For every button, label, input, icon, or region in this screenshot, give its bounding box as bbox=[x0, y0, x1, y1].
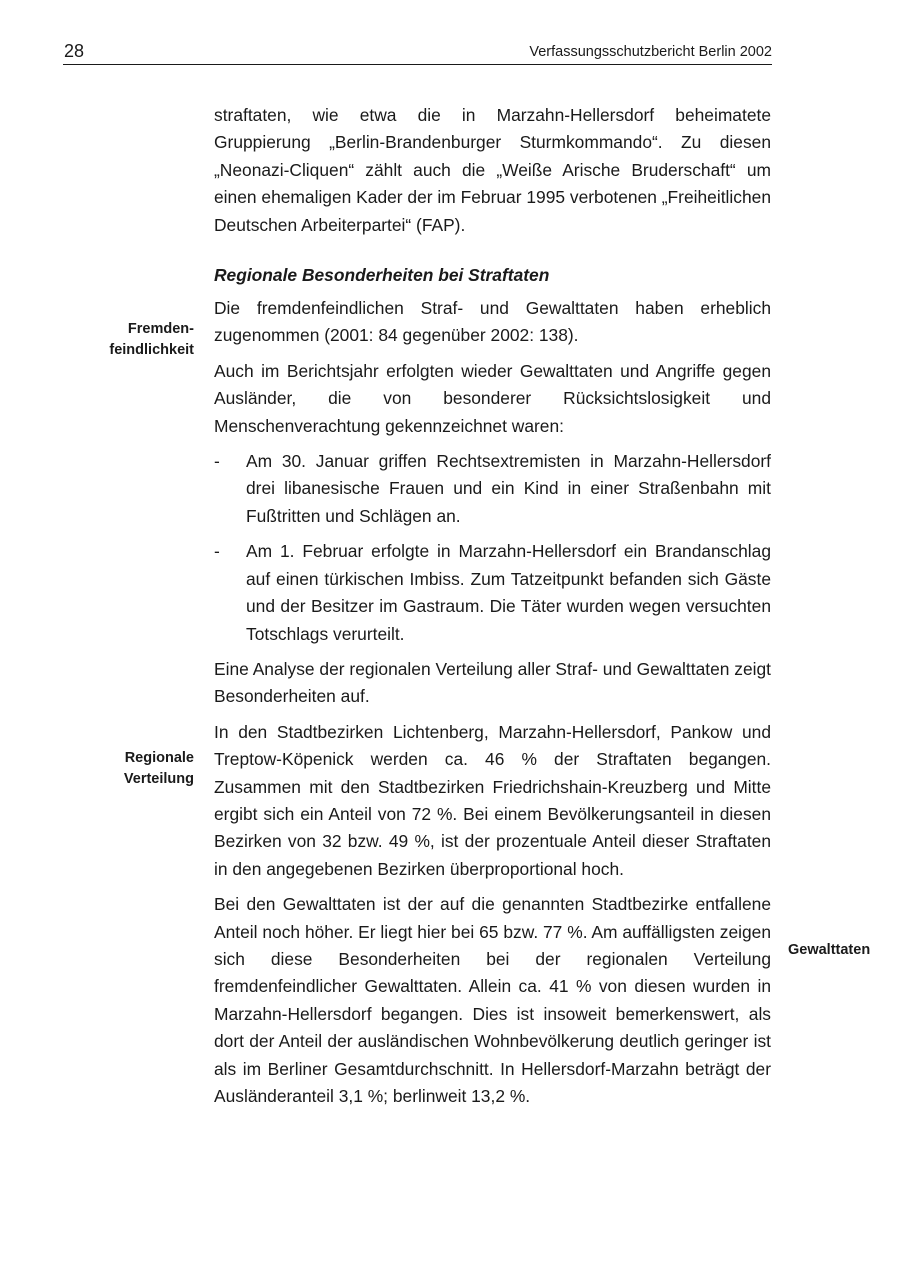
incident-list bbox=[214, 448, 771, 648]
list-item bbox=[214, 448, 771, 530]
list-item-text: Am 1. Februar erfolgte in Marzahn-Hellersdorf ein Brandanschlag auf einen türkischen Imbiss. Zum Tatzeitpunkt befanden sich Gäste und der Besitzer im Gastraum. Die Täter wurden wegen versuchten Totschlags verurteilt. bbox=[246, 541, 771, 644]
margin-note-line: Fremden- bbox=[127, 321, 194, 337]
margin-note-regionale-verteilung bbox=[124, 748, 194, 790]
body-text bbox=[214, 102, 771, 1110]
margin-note-line: Regionale bbox=[124, 750, 194, 766]
bullet-dash: - bbox=[214, 541, 220, 562]
list-item bbox=[214, 538, 771, 648]
margin-note-line: Verteilung bbox=[123, 771, 194, 787]
paragraph-berichtsjahr: Auch im Berichtsjahr erfolgten wieder Gewalttaten und Angriffe gegen Ausländer, die von besonderer Rücksichtslosigkeit und Menschenverachtung gekennzeichnet waren: bbox=[214, 360, 771, 436]
paragraph-analyse: Eine Analyse der regionalen Verteilung aller Straf- und Gewalttaten zeigt Besonderheiten auf. bbox=[214, 658, 771, 707]
list-item-text: Am 30. Januar griffen Rechtsextremisten in Marzahn-Hellersdorf drei libanesische Frauen und ein Kind in einer Straßenbahn mit Fußtritten und Schlägen an. bbox=[246, 451, 771, 526]
paragraph-gewalttaten: Bei den Gewalttaten ist der auf die genannten Stadtbezirke entfallene Anteil noch höher. Er liegt hier bei 65 bzw. 77 %. Am auffälligsten zeigen sich diese Besonderheiten bei der regionalen Verteilung fremdenfeindlicher Gewalttaten. Allein ca. 41 % von diesen wurden in Marzahn-Hellersdorf begangen. Dies ist insoweit bemerkenswert, als dort der Anteil der ausländischen Wohnbevölkerung deutlich geringer ist als im Berliner Gesamtdurchschnitt. In Hellersdorf-Marzahn beträgt der Ausländeranteil 3,1 %; berlinweit 13,2 %. bbox=[214, 894, 771, 1106]
margin-note-gewalttaten: Gewalttaten bbox=[788, 942, 871, 958]
section-heading: Regionale Besonderheiten bei Straftaten bbox=[214, 265, 550, 286]
paragraph-fremdenfeindlich: Die fremdenfeindlichen Straf- und Gewalttaten haben erheblich zugenommen (2001: 84 gegenüber 2002: 138). bbox=[214, 298, 771, 346]
bullet-dash: - bbox=[214, 451, 220, 472]
header-rule bbox=[63, 64, 772, 65]
running-title: Verfassungsschutzbericht Berlin 2002 bbox=[529, 44, 772, 60]
intro-paragraph: straftaten, wie etwa die in Marzahn-Hellersdorf beheimatete Gruppierung „Berlin-Brandenburger Sturmkommando“. Zu diesen „Neonazi-Cliquen“ zählt auch die „Weiße Arische Bruderschaft“ um einen ehemaligen Kader der im Februar 1995 verbotenen „Freiheitlichen Deutschen Arbeiterpartei“ (FAP). bbox=[214, 105, 771, 235]
margin-note-fremdenfeindlichkeit bbox=[109, 319, 194, 361]
paragraph-stadtbezirke: In den Stadtbezirken Lichtenberg, Marzahn-Hellersdorf, Pankow und Treptow-Köpenick werden ca. 46 % der Straftaten begangen. Zusammen mit den Stadtbezirken Friedrichshain-Kreuzberg und Mitte ergibt sich ein Anteil von 72 %. Bei einem Bevölkerungsanteil in diesen Bezirken von 32 bzw. 49 %, ist der prozentuale Anteil dieser Straftaten in den angegebenen Bezirken überproportional hoch. bbox=[214, 721, 771, 879]
margin-note-line: feindlichkeit bbox=[109, 342, 194, 358]
page-number: 28 bbox=[64, 41, 85, 61]
